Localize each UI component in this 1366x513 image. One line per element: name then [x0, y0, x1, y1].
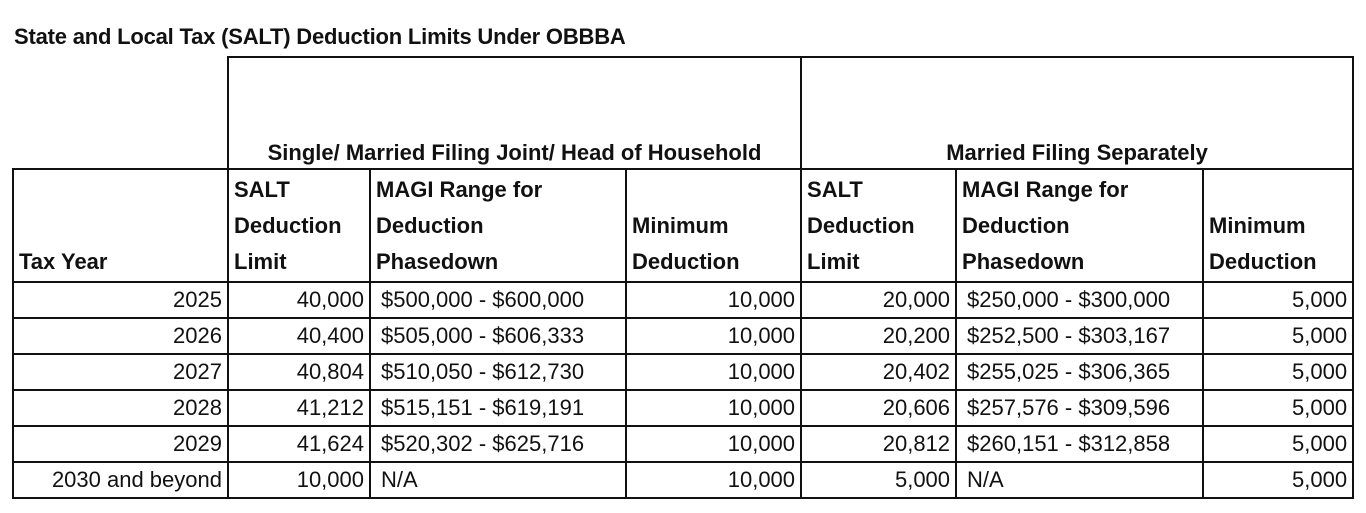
table-title: State and Local Tax (SALT) Deduction Limits Under OBBBA: [14, 24, 626, 49]
cell-tax-year: 2028: [13, 390, 228, 426]
cell-tax-year: 2029: [13, 426, 228, 462]
header-line: Deduction: [807, 213, 915, 238]
cell-single-salt-limit: 40,000: [228, 282, 370, 318]
table-row: [13, 390, 1353, 426]
header-tax-year: [13, 169, 228, 282]
cell-single-magi-range: $520,302 - $625,716: [370, 426, 626, 462]
cell-single-minimum: 10,000: [626, 354, 801, 390]
cell-single-minimum: 10,000: [626, 282, 801, 318]
cell-single-minimum: 10,000: [626, 462, 801, 498]
salt-table: [12, 56, 1354, 499]
header-line: Deduction: [1209, 249, 1317, 274]
header-line: Deduction: [234, 213, 342, 238]
cell-single-salt-limit: 40,400: [228, 318, 370, 354]
table-row: [13, 462, 1353, 498]
cell-tax-year: 2026: [13, 318, 228, 354]
cell-separate-magi-range: $250,000 - $300,000: [956, 282, 1203, 318]
cell-single-magi-range: $505,000 - $606,333: [370, 318, 626, 354]
cell-tax-year: 2030 and beyond: [13, 462, 228, 498]
header-single-magi-range: [370, 169, 626, 282]
cell-single-minimum: 10,000: [626, 318, 801, 354]
header-line: Limit: [234, 249, 287, 274]
cell-single-salt-limit: 41,212: [228, 390, 370, 426]
group-married-separately: Married Filing Separately: [801, 57, 1353, 169]
header-separate-minimum: [1203, 169, 1353, 282]
header-line: SALT: [807, 177, 863, 202]
cell-separate-salt-limit: 5,000: [801, 462, 956, 498]
header-tax-year-label: Tax Year: [19, 249, 108, 274]
header-line: Minimum: [1209, 213, 1306, 238]
cell-single-magi-range: N/A: [370, 462, 626, 498]
cell-separate-magi-range: $255,025 - $306,365: [956, 354, 1203, 390]
header-separate-salt-limit: [801, 169, 956, 282]
header-line: Minimum: [632, 213, 729, 238]
header-line: Phasedown: [962, 249, 1085, 274]
cell-single-salt-limit: 41,624: [228, 426, 370, 462]
cell-single-magi-range: $510,050 - $612,730: [370, 354, 626, 390]
table-row: [13, 318, 1353, 354]
header-line: MAGI Range for: [376, 177, 543, 202]
header-separate-magi-range: [956, 169, 1203, 282]
cell-single-salt-limit: 40,804: [228, 354, 370, 390]
cell-separate-minimum: 5,000: [1203, 354, 1353, 390]
cell-separate-minimum: 5,000: [1203, 462, 1353, 498]
cell-separate-minimum: 5,000: [1203, 390, 1353, 426]
cell-separate-magi-range: N/A: [956, 462, 1203, 498]
cell-single-minimum: 10,000: [626, 390, 801, 426]
table-row: [13, 354, 1353, 390]
header-line: Limit: [807, 249, 860, 274]
cell-separate-minimum: 5,000: [1203, 282, 1353, 318]
cell-separate-magi-range: $260,151 - $312,858: [956, 426, 1203, 462]
column-header-row: [13, 169, 1353, 282]
cell-separate-minimum: 5,000: [1203, 426, 1353, 462]
cell-single-magi-range: $515,151 - $619,191: [370, 390, 626, 426]
cell-single-salt-limit: 10,000: [228, 462, 370, 498]
header-line: MAGI Range for: [962, 177, 1129, 202]
header-single-minimum: [626, 169, 801, 282]
group-header-row: [13, 57, 1353, 169]
cell-single-minimum: 10,000: [626, 426, 801, 462]
cell-separate-minimum: 5,000: [1203, 318, 1353, 354]
header-line: Phasedown: [376, 249, 499, 274]
header-line: Deduction: [962, 213, 1070, 238]
table-row: [13, 426, 1353, 462]
header-single-salt-limit: [228, 169, 370, 282]
cell-separate-salt-limit: 20,812: [801, 426, 956, 462]
table-row: [13, 282, 1353, 318]
cell-separate-salt-limit: 20,402: [801, 354, 956, 390]
cell-tax-year: 2027: [13, 354, 228, 390]
cell-separate-magi-range: $252,500 - $303,167: [956, 318, 1203, 354]
header-line: SALT: [234, 177, 290, 202]
cell-separate-magi-range: $257,576 - $309,596: [956, 390, 1203, 426]
header-line: Deduction: [376, 213, 484, 238]
corner-cell: [13, 57, 228, 169]
cell-tax-year: 2025: [13, 282, 228, 318]
cell-single-magi-range: $500,000 - $600,000: [370, 282, 626, 318]
cell-separate-salt-limit: 20,200: [801, 318, 956, 354]
header-line: Deduction: [632, 249, 740, 274]
cell-separate-salt-limit: 20,606: [801, 390, 956, 426]
group-single-joint-hoh: Single/ Married Filing Joint/ Head of Household: [228, 57, 801, 169]
cell-separate-salt-limit: 20,000: [801, 282, 956, 318]
